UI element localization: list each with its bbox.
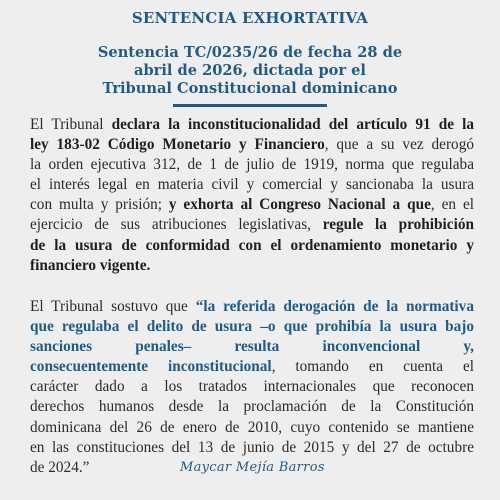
body-text: , que a su vez derogó — [324, 136, 474, 154]
body-text: en las constituciones del 13 de junio de 2015 y del 27 de octubre — [30, 438, 474, 456]
emphasized-text: “la referida derogación de la normativa — [195, 298, 474, 315]
title-divider — [173, 104, 327, 107]
body-text: la orden ejecutiva 312, de 1 de julio de 1919, norma que regulaba — [30, 156, 474, 174]
document-title: SENTENCIA EXHORTATIVA — [131, 9, 369, 27]
body-text: El Tribunal sostuvo que — [30, 298, 196, 315]
text-line — [30, 215, 474, 235]
text-line — [30, 297, 474, 317]
emphasized-text: regule la prohibición — [322, 216, 474, 234]
body-text: carácter dado a los tratados internacionales que reconocen — [30, 378, 474, 396]
paragraph-reasoning — [30, 297, 474, 478]
subtitle-line: abril de 2026, dictada por el — [134, 62, 366, 79]
emphasized-text: que regulaba el delito de usura –o que prohibía la usura bajo — [30, 318, 474, 336]
body-text: ejercicio de sus atribuciones legislativas, — [30, 216, 323, 234]
emphasized-text: financiero vigente. — [30, 256, 151, 274]
emphasized-text: de la usura de conformidad con el ordenamiento monetario y — [30, 236, 474, 254]
emphasized-text: declara la inconstitucionalidad del artículo 91 de la — [111, 116, 474, 133]
text-line — [30, 317, 474, 337]
author-signature: Maycar Mejía Barros — [180, 460, 325, 475]
body-text: , en el — [430, 196, 474, 214]
body-text: el interés legal en materia civil y comercial y sancionaba la usura — [30, 176, 474, 194]
text-line — [30, 357, 474, 377]
text-line — [30, 337, 474, 357]
body-text: , tomando en cuenta el — [271, 358, 475, 376]
emphasized-text: sanciones penales– resulta inconvencional y, — [30, 338, 474, 356]
document-subtitle — [60, 44, 440, 98]
text-line — [30, 115, 474, 135]
text-line — [30, 438, 474, 458]
subtitle-line: Tribunal Constitucional dominicano — [102, 80, 398, 97]
body-text: derechos humanos desde la proclamación de la Constitución — [30, 398, 474, 416]
body-text: dominicana del 26 de enero de 2010, cuyo contenido se mantiene — [30, 418, 474, 436]
body-text: con multa y prisión; — [30, 196, 169, 214]
emphasized-text: y exhorta al Congreso Nacional a que — [168, 196, 431, 214]
text-line — [30, 195, 474, 215]
text-line — [30, 397, 474, 417]
emphasized-text: ley 183-02 Código Monetario y Financiero — [30, 136, 325, 154]
body-text: de 2024.” — [30, 458, 90, 476]
emphasized-text: consecuentemente inconstitucional — [30, 358, 272, 376]
paragraph-decision — [30, 115, 474, 276]
body-text: El Tribunal — [30, 116, 112, 133]
subtitle-line: Sentencia TC/0235/26 de fecha 28 de — [97, 44, 403, 61]
text-line — [30, 236, 474, 256]
text-line — [30, 377, 474, 397]
text-line — [30, 135, 474, 155]
text-line — [30, 418, 474, 438]
text-line — [30, 175, 474, 195]
text-line — [30, 256, 474, 276]
text-line — [30, 155, 474, 175]
